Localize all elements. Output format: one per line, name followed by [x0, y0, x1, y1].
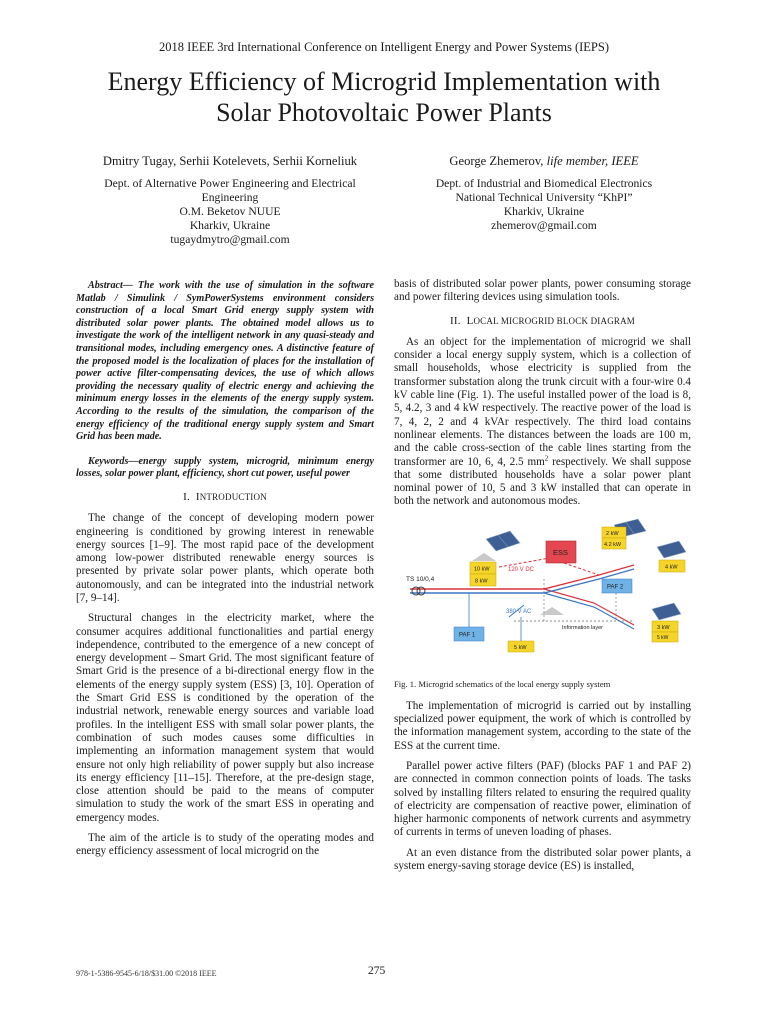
title-line-2: Solar Photovoltaic Power Plants	[216, 98, 552, 127]
keywords-body: —energy supply system, microgrid, minimum energy losses, solar power plant, efficiency, short cut power, useful power	[76, 455, 374, 480]
author-role: life member, IEEE	[546, 154, 639, 168]
paragraph: The aim of the article is to study of the operating modes and energy efficiency assessment of local microgrid on the	[76, 832, 374, 858]
house-icon	[540, 607, 564, 615]
right-column	[394, 278, 691, 880]
section-heading-block-diagram	[394, 315, 691, 328]
paragraph-part: As an object for the implementation of microgrid we shall consider a local energy supply system, which is a collection of small households, whose electricity is supplied from the transformer substation along the trunk circuit with a four-wire 0.4 kV cable line (Fig. 1). The useful installed power of the load is 8, 5, 4.2, 3 and 4 kW respectively. The reactive power of the load is 7, 4, 2, 2 and 4 kVAr respectively. The third load contains nonlinear elements. The distances between the loads are 100 m, and the cable cross-section of the cable lines starting from the transformer are 10, 6, 4, 2.5 mm	[394, 335, 691, 468]
author-block-right	[394, 154, 694, 233]
abstract-body: — The work with the use of simulation in the software Matlab / Simulink / SymPowerSystems environment considers construction of a local Smart Grid energy supply system with distributed solar power plants. The obtained model allows us to investigate the work of the intelligent network in any quasi-steady and transitional modes, including emergency ones. A distinctive feature of the proposed model is the localization of places for the installation of power active filter-compensating devices, the use of which allows providing the necessary quality of electric energy and achieving the minimum energy losses in the elements of the energy supply system. According to the results of the simulation, the comparison of the energy efficiency of the traditional energy supply system and Smart Grid has been made.	[76, 280, 374, 443]
author-block-left	[60, 154, 400, 247]
author-names: Dmitry Tugay, Serhii Kotelevets, Serhii Korneliuk	[102, 154, 358, 168]
label-ts: TS 10/0,4	[406, 575, 435, 583]
footer-copyright: 978-1-5386-9545-6/18/$31.00 ©2018 IEEE	[76, 969, 217, 978]
abstract-lead: Abstract	[88, 280, 123, 291]
solar-panel-icon	[486, 531, 520, 551]
abstract	[76, 280, 374, 444]
paragraph: Parallel power active filters (PAF) (blocks PAF 1 and PAF 2) are connected in common connection points of loads. The tasks solved by installing filters related to ensuring the required quality of electricity are compensation of reactive power, elimination of higher harmonic components of network currents and asymmetry of currents in terms of uneven loading of phases.	[394, 759, 691, 839]
title-line-1: Energy Efficiency of Microgrid Implementation with	[107, 67, 661, 96]
conference-header: 2018 IEEE 3rd International Conference on Intelligent Energy and Power Systems (IEPS)	[158, 40, 609, 54]
author-dept: Dept. of Industrial and Biomedical Electronics	[435, 177, 653, 190]
label-paf2: PAF 2	[607, 584, 624, 591]
label-8kw: 8 kW	[475, 578, 488, 585]
paper-title	[40, 66, 728, 128]
solar-panel-icon	[657, 541, 686, 558]
label-10kw: 10 kW	[474, 566, 490, 573]
section-heading-introduction	[76, 491, 374, 504]
author-dept-line1: Dept. of Alternative Power Engineering and Electrical	[104, 177, 356, 190]
author-name-text: George Zhemerov,	[449, 154, 544, 168]
section-number: II.	[449, 314, 461, 327]
paragraph: The implementation of microgrid is carried out by installing specialized power equipment, the work of which is controlled by the information management system, according to the state of the ESS at the current time.	[394, 699, 691, 752]
ac-line-blue	[410, 566, 634, 629]
house-icon	[472, 553, 496, 561]
label-5kw: 5 kW	[514, 644, 527, 651]
ac-line-red	[410, 565, 634, 625]
label-ess: ESS	[553, 547, 569, 557]
section-number: I.	[183, 490, 190, 503]
section-first-letter: I	[195, 490, 200, 503]
transformer-icon	[412, 587, 425, 595]
section-rest: NTRODUCTION	[199, 491, 267, 502]
author-dept-line2: Engineering	[201, 191, 259, 204]
author-city: Kharkiv, Ukraine	[503, 205, 585, 218]
label-paf1: PAF 1	[459, 632, 476, 639]
label-42kw: 4.2 kW	[604, 541, 622, 548]
label-vdc: 120 V DC	[508, 566, 535, 573]
page-number: 275	[368, 965, 386, 977]
paragraph	[394, 336, 691, 509]
paragraph: Structural changes in the electricity market, where the consumer acquires additional functionalities and partial energy independence, contributed to the emergence of a new concept of energy development – Smart Grid. The most significant feature of Smart Grid is the presence of a bi-directional energy flow in the elements of the energy supply system (ESS) [3, 10]. Operation of the Smart Grid ESS is conditioned by the operation of the industrial network, renewable energy sources and variable load profiles. In the intelligent ESS with small solar power plants, the combination of such modes causes some difficulties in implementing an information management system that would ensure not only high reliability of power supply but also increase its energy efficiency [11–15]. Therefore, at the pre-design stage, close attention should be paid to the means of computer simulation to study the work of the smart ESS in operating and emergency modes.	[76, 612, 374, 824]
section-rest: OCAL MICROGRID BLOCK DIAGRAM	[473, 315, 636, 326]
figure-caption: Fig. 1. Microgrid schematics of the local energy supply system	[394, 678, 611, 689]
paragraph-part: respectively. We shall suppose that some distributed households have a solar power plant nominal power of 10, 5 and 3 kW installed that can operate in both the network and autonomous modes.	[394, 455, 692, 508]
section-first-letter: L	[466, 314, 474, 327]
label-info-layer: Information layer	[562, 624, 603, 631]
keywords-lead: Keywords	[88, 455, 129, 467]
label-vac: 380 V AC	[506, 608, 532, 615]
left-column	[76, 280, 374, 866]
author-org: National Technical University “KhPI”	[455, 191, 633, 204]
author-org: O.M. Beketov NUUE	[179, 205, 281, 218]
label-3kw: 3 kW	[657, 624, 670, 631]
label-4kw: 4 kW	[665, 564, 678, 571]
paragraph: The change of the concept of developing modern power engineering is conditioned by growing interest in renewable energy sources [1–9]. The most rapid pace of the development among low-power distributed renewable energy sources is presented by private solar power plants, which operate both autonomously, and can be integrated into the industrial network [7, 9–14].	[76, 512, 374, 604]
author-email[interactable]: tugaydmytro@gmail.com	[170, 233, 290, 246]
author-city: Kharkiv, Ukraine	[189, 219, 271, 232]
superscript: 2	[544, 453, 549, 462]
microgrid-diagram	[394, 517, 691, 675]
figure-microgrid-schematic	[394, 517, 691, 675]
keywords	[76, 456, 374, 481]
author-name	[394, 154, 694, 168]
author-email[interactable]: zhemerov@gmail.com	[491, 219, 597, 232]
label-2kw: 2 kW	[606, 530, 619, 537]
paragraph: basis of distributed solar power plants, power consuming storage and power filtering devices using simulation tools.	[394, 278, 691, 304]
solar-panel-icon	[652, 603, 681, 620]
label-5kw-small: 5 kW	[657, 634, 669, 641]
paragraph: At an even distance from the distributed solar power plants, a system energy-saving storage device (ES) is installed,	[394, 846, 691, 873]
